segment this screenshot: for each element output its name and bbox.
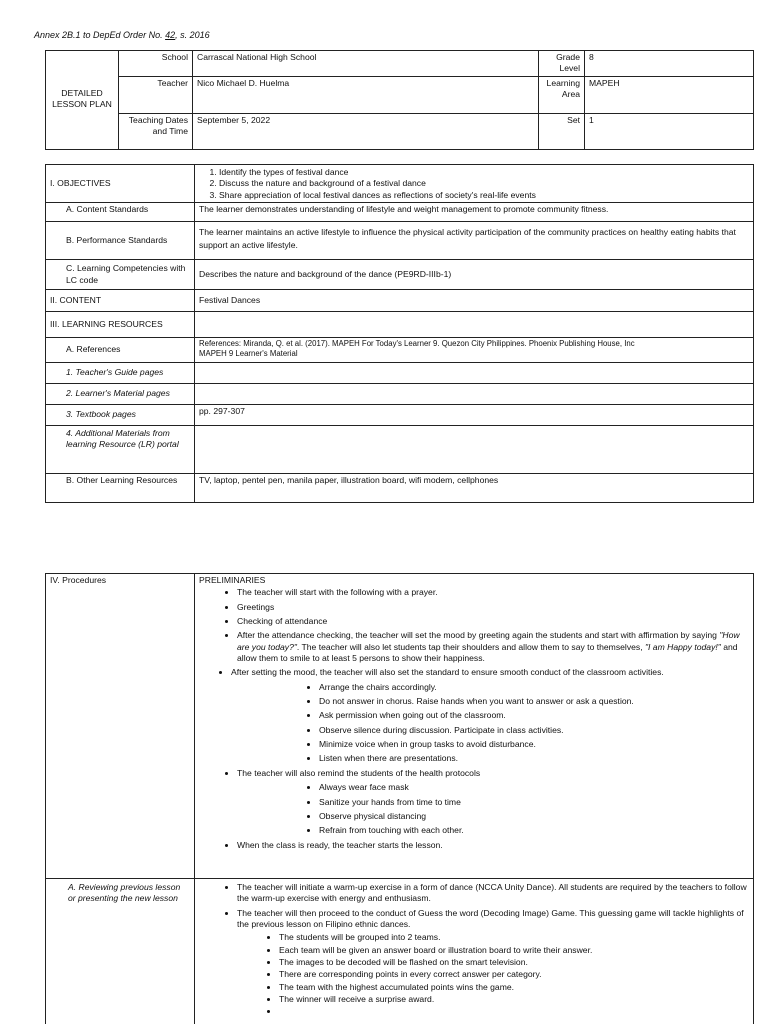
list-item: • The teacher will initiate a warm-up exercise in a form of dance (NCCA Unity Dance). All students are required by the teachers to follow the warm-up exercise with energy and enthusiasm.: [237, 881, 749, 907]
learners-material-label: 2. Learner's Material pages: [46, 384, 195, 405]
list-item: • The students will be grouped into 2 teams.: [279, 932, 749, 944]
content-value: Festival Dances: [195, 290, 754, 312]
affirmation-question: "How are you today?": [237, 630, 740, 652]
list-item: • The winner will receive a surprise award.: [279, 994, 749, 1006]
learners-material-value: [195, 384, 754, 405]
textbook-pages-value: pp. 297-307: [195, 405, 754, 426]
list-item: • The teacher will start with the following with a prayer.: [237, 586, 749, 600]
list-item: • Arrange the chairs accordingly.: [319, 681, 749, 695]
performance-standards-label: B. Performance Standards: [46, 222, 195, 260]
preliminaries-list: [199, 586, 749, 680]
document-title: DETAILED LESSON PLAN: [46, 51, 119, 150]
content-standards-label: A. Content Standards: [46, 203, 195, 222]
teacher-value: Nico Michael D. Huelma: [193, 76, 539, 113]
textbook-pages-label: 3. Textbook pages: [46, 405, 195, 426]
teacher-label: Teacher: [119, 76, 193, 113]
performance-standards-value: The learner maintains an active lifestyle to influence the physical activity participation of the community practices on healthy eating habits that support an active lifestyle.: [195, 222, 754, 260]
objective-item: 3. Share appreciation of local festival dances as reflections of society's real-life events: [219, 190, 749, 201]
affirmation-phrase: "I am Happy today!": [644, 641, 721, 652]
set-label: Set: [539, 113, 585, 149]
list-item: • The teacher will also remind the students of the health protocols: [237, 767, 749, 781]
list-item: • The team with the highest accumulated points wins the game.: [279, 982, 749, 994]
other-resources-label: B. Other Learning Resources: [46, 474, 195, 503]
objective-item: 2. Discuss the nature and background of a festival dance: [219, 178, 749, 189]
health-protocols-list: [199, 781, 749, 838]
references-label: A. References: [46, 338, 195, 363]
teaching-dates-label: Teaching Dates and Time: [119, 113, 193, 149]
references-value: References: Miranda, Q. et al. (2017). MAPEH For Today's Learner 9. Quezon City Philippines. Phoenix Publishing House, Inc: [199, 339, 635, 349]
list-item: • Observe silence during discussion. Participate in class activities.: [319, 724, 749, 738]
list-item: • The images to be decoded will be flashed on the smart television.: [279, 957, 749, 969]
objectives-label: I. OBJECTIVES: [46, 165, 195, 203]
additional-materials-value: [195, 426, 754, 474]
content-label: II. CONTENT: [46, 290, 195, 312]
lesson-start-item: [199, 839, 749, 853]
other-resources-value: TV, laptop, pentel pen, manila paper, illustration board, wifi modem, cellphones: [195, 474, 754, 503]
review-activities-list: [199, 881, 749, 932]
lesson-plan-header-table: [45, 50, 754, 150]
annex-suffix: , s. 2016: [175, 30, 210, 40]
list-item: • Ask permission when going out of the classroom.: [319, 709, 749, 723]
learning-competencies-label: C. Learning Competencies with LC code: [46, 260, 195, 290]
lesson-details-table: [45, 164, 754, 503]
annex-order-number: 42: [165, 30, 176, 40]
objective-item: 1. Identify the types of festival dance: [219, 167, 749, 178]
list-item: • Refrain from touching with each other.: [319, 824, 749, 838]
learning-competencies-value: Describes the nature and background of the dance (PE9RD-IIIb-1): [195, 260, 754, 290]
teaching-dates-value: September 5, 2022: [193, 113, 539, 149]
learners-material-reference: MAPEH 9 Learner's Material: [199, 348, 298, 358]
list-item: • Sanitize your hands from time to time: [319, 796, 749, 810]
list-item: • Listen when there are presentations.: [319, 752, 749, 766]
list-item: • Checking of attendance: [237, 615, 749, 629]
preliminaries-heading: PRELIMINARIES: [199, 575, 266, 585]
list-item: • When the class is ready, the teacher starts the lesson.: [237, 839, 749, 853]
learning-area-value: MAPEH: [585, 76, 754, 113]
teachers-guide-value: [195, 363, 754, 384]
list-item: • Always wear face mask: [319, 781, 749, 795]
list-item: [279, 1006, 749, 1018]
teachers-guide-label: 1. Teacher's Guide pages: [46, 363, 195, 384]
list-item: • Do not answer in chorus. Raise hands when you want to answer or ask a question.: [319, 695, 749, 709]
procedures-table: [45, 573, 754, 1024]
grade-level-value: 8: [585, 51, 754, 77]
objectives-list: [199, 167, 749, 201]
list-item: • After setting the mood, the teacher will also set the standard to ensure smooth conduct of the classroom activities.: [231, 666, 749, 680]
health-protocol-intro: [199, 767, 749, 781]
annex-prefix: Annex 2B.1 to DepEd Order No.: [34, 30, 163, 40]
annex-reference: [34, 30, 210, 42]
list-item: • Minimize voice when in group tasks to avoid disturbance.: [319, 738, 749, 752]
set-value: 1: [585, 113, 754, 149]
list-item: • Each team will be given an answer board or illustration board to write their answer.: [279, 945, 749, 957]
school-label: School: [119, 51, 193, 77]
list-item: • There are corresponding points in every correct answer per category.: [279, 969, 749, 981]
game-mechanics-list: [199, 932, 749, 1018]
learning-area-label: Learning Area: [539, 76, 585, 113]
content-standards-value: The learner demonstrates understanding of lifestyle and weight management to promote community fitness.: [195, 203, 754, 222]
additional-materials-label: 4. Additional Materials from learning Resource (LR) portal: [46, 426, 195, 474]
list-item: • The teacher will then proceed to the conduct of Guess the word (Decoding Image) Game. This guessing game will tackle highlights of the previous lesson on Filipino ethnic dances.: [237, 907, 749, 933]
list-item: • Observe physical distancing: [319, 810, 749, 824]
school-value: Carrascal National High School: [193, 51, 539, 77]
learning-resources-label: III. LEARNING RESOURCES: [46, 312, 195, 338]
list-item: • Greetings: [237, 601, 749, 615]
grade-level-label: Grade Level: [539, 51, 585, 77]
procedures-label: IV. Procedures: [46, 574, 195, 879]
reviewing-lesson-label: A. Reviewing previous lesson or presenting the new lesson: [46, 879, 195, 1024]
classroom-standards-list: [199, 681, 749, 767]
mood-setting-item: • After the attendance checking, the teacher will set the mood by greeting again the students and start with affirmation by saying "How are you today?". The teacher will also let students tap their shoulders and allow them to say to themselves, "I am Happy today!" and allow them to smile to at least 5 persons to show their happiness.: [237, 629, 749, 666]
